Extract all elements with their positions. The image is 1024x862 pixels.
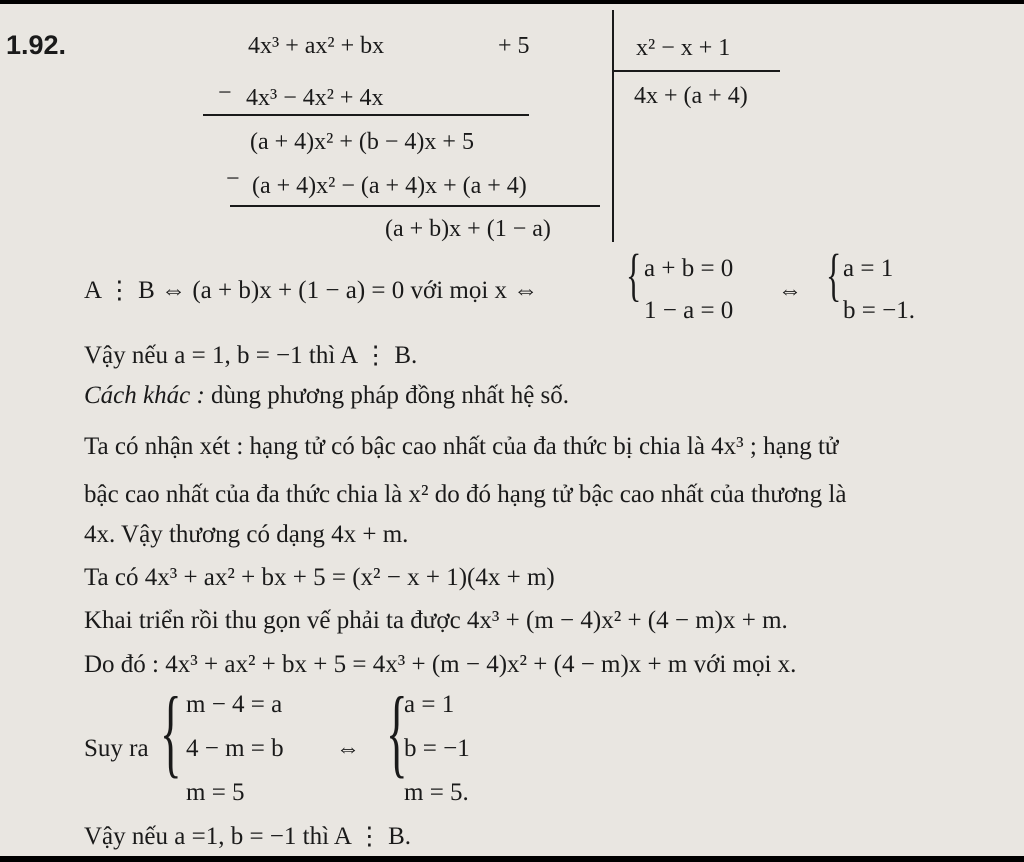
- top-border: [0, 0, 1024, 4]
- suy-ra-sys2-line1: a = 1: [404, 691, 455, 718]
- divisor-rule: [614, 70, 780, 72]
- alternative-text: dùng phương pháp đồng nhất hệ số.: [211, 382, 570, 409]
- system-brace-4: {: [386, 676, 408, 787]
- suy-ra-label: Suy ra: [84, 735, 149, 762]
- suy-ra-sys2-line2: b = −1: [404, 735, 470, 762]
- paragraph-line-2: bậc cao nhất của đa thức chia là x² do đó hạng tử bậc cao nhất của thương là: [84, 481, 847, 508]
- conclusion-2: Vậy nếu a =1, b = −1 thì A ⋮ B.: [84, 823, 412, 850]
- system2-line1: a = 1: [843, 255, 894, 282]
- system-brace-1: {: [626, 242, 642, 307]
- system2-line2: b = −1.: [843, 297, 915, 324]
- problem-number: 1.92.: [6, 30, 67, 60]
- subtract-row-2: (a + 4)x² − (a + 4)x + (a + 4): [252, 173, 527, 199]
- division-rule-1: [203, 114, 529, 116]
- suy-ra-sys1-line1: m − 4 = a: [186, 691, 283, 718]
- suy-ra-sys1-line3: m = 5: [186, 779, 245, 806]
- equation-1: Ta có 4x³ + ax² + bx + 5 = (x² − x + 1)(4x + m): [84, 564, 555, 591]
- subtract-row-1: 4x³ − 4x² + 4x: [246, 85, 384, 111]
- minus-sign-2: −: [226, 166, 240, 192]
- equation-3: Do đó : 4x³ + ax² + bx + 5 = 4x³ + (m − 4)x² + (4 − m)x + m với mọi x.: [84, 651, 797, 678]
- dividend-left: 4x³ + ax² + bx: [248, 33, 385, 59]
- quotient: 4x + (a + 4): [634, 83, 748, 109]
- iff-symbol-1: ⇔: [778, 278, 802, 304]
- divisor: x² − x + 1: [636, 35, 731, 61]
- division-rule-2: [230, 205, 600, 207]
- minus-sign-1: −: [218, 80, 232, 106]
- system1-line2: 1 − a = 0: [644, 297, 734, 324]
- equation-2: Khai triển rồi thu gọn vế phải ta được 4x³ + (m − 4)x² + (4 − m)x + m.: [84, 607, 788, 634]
- system-brace-3: {: [160, 676, 182, 787]
- suy-ra-sys1-line2: 4 − m = b: [186, 735, 284, 762]
- alternative-method: [84, 383, 569, 408]
- divisibility-condition: A ⋮ B ⇔ (a + b)x + (1 − a) = 0 với mọi x ⇔: [84, 277, 539, 304]
- alternative-label: Cách khác :: [84, 382, 205, 409]
- system-brace-2: {: [826, 242, 842, 307]
- iff-symbol-2: ⇔: [336, 736, 360, 762]
- paragraph-line-3: 4x. Vậy thương có dạng 4x + m.: [84, 521, 409, 548]
- system1-line1: a + b = 0: [644, 255, 734, 282]
- dividend-right: + 5: [498, 33, 530, 59]
- conclusion-1: Vậy nếu a = 1, b = −1 thì A ⋮ B.: [84, 342, 418, 369]
- suy-ra-sys2-line3: m = 5.: [404, 779, 469, 806]
- bottom-border: [0, 856, 1024, 862]
- paragraph-line-1: Ta có nhận xét : hạng tử có bậc cao nhất của đa thức bị chia là 4x³ ; hạng tử: [84, 433, 839, 460]
- remainder-row-1: (a + 4)x² + (b − 4)x + 5: [250, 129, 474, 155]
- division-vertical-bar: [612, 10, 614, 242]
- remainder-final: (a + b)x + (1 − a): [385, 216, 551, 242]
